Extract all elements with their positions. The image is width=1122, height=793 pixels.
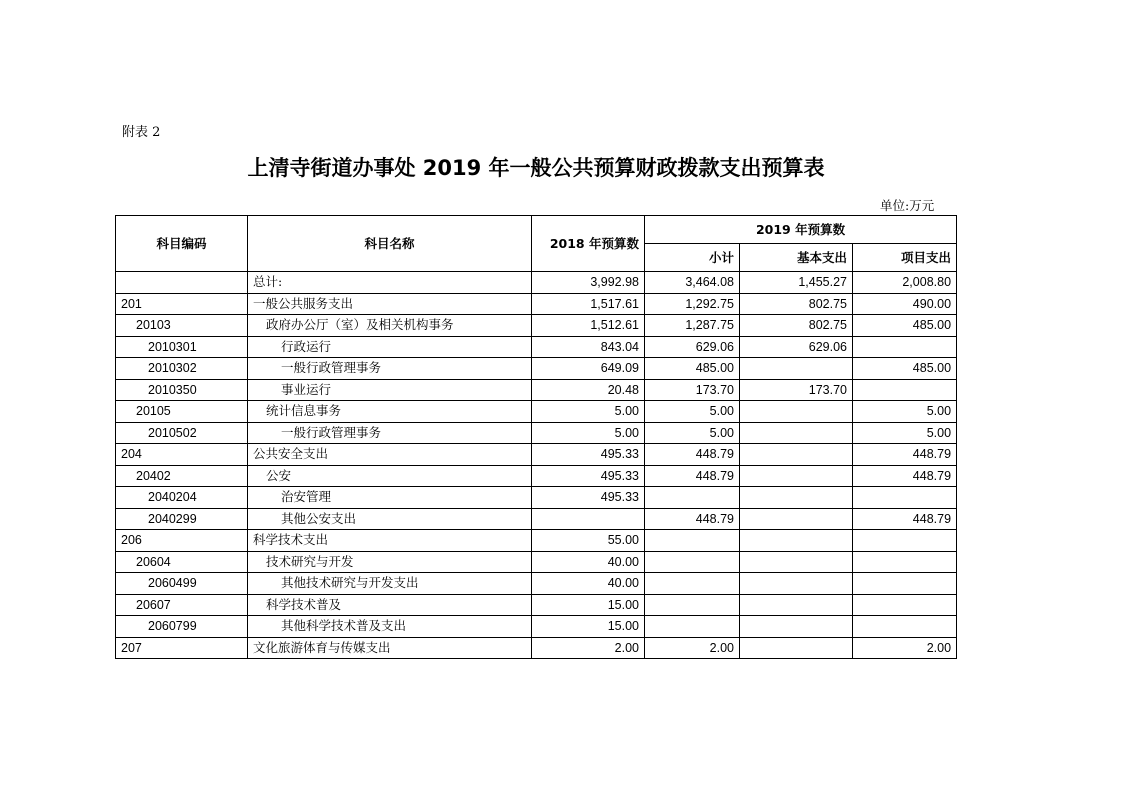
cell-project bbox=[853, 379, 957, 401]
cell-name: 其他科学技术普及支出 bbox=[248, 616, 532, 638]
table-row bbox=[116, 551, 957, 573]
cell-budget-2018: 495.33 bbox=[532, 465, 645, 487]
table-row bbox=[116, 487, 957, 509]
cell-basic bbox=[740, 637, 853, 659]
cell-subtotal: 5.00 bbox=[645, 401, 740, 423]
cell-name: 政府办公厅（室）及相关机构事务 bbox=[248, 315, 532, 337]
cell-name: 一般行政管理事务 bbox=[248, 358, 532, 380]
cell-budget-2018: 15.00 bbox=[532, 594, 645, 616]
cell-code: 2010350 bbox=[116, 379, 248, 401]
cell-budget-2018: 5.00 bbox=[532, 422, 645, 444]
cell-name: 总计: bbox=[248, 272, 532, 294]
cell-basic bbox=[740, 401, 853, 423]
cell-basic: 629.06 bbox=[740, 336, 853, 358]
cell-code: 2010301 bbox=[116, 336, 248, 358]
cell-code: 2010302 bbox=[116, 358, 248, 380]
cell-basic bbox=[740, 530, 853, 552]
cell-budget-2018: 20.48 bbox=[532, 379, 645, 401]
cell-code: 20604 bbox=[116, 551, 248, 573]
page-title: 上清寺街道办事处 2019 年一般公共预算财政拨款支出预算表 bbox=[247, 156, 825, 180]
cell-code: 201 bbox=[116, 293, 248, 315]
cell-project bbox=[853, 336, 957, 358]
cell-budget-2018: 40.00 bbox=[532, 551, 645, 573]
cell-budget-2018: 495.33 bbox=[532, 444, 645, 466]
cell-name: 技术研究与开发 bbox=[248, 551, 532, 573]
cell-basic: 802.75 bbox=[740, 293, 853, 315]
cell-name: 科学技术支出 bbox=[248, 530, 532, 552]
header-project: 项目支出 bbox=[853, 244, 957, 272]
cell-code: 20105 bbox=[116, 401, 248, 423]
cell-name: 统计信息事务 bbox=[248, 401, 532, 423]
cell-subtotal bbox=[645, 616, 740, 638]
cell-project bbox=[853, 594, 957, 616]
cell-code: 20402 bbox=[116, 465, 248, 487]
cell-budget-2018: 1,517.61 bbox=[532, 293, 645, 315]
cell-code bbox=[116, 272, 248, 294]
cell-name: 一般公共服务支出 bbox=[248, 293, 532, 315]
cell-basic bbox=[740, 465, 853, 487]
cell-code: 20103 bbox=[116, 315, 248, 337]
cell-basic bbox=[740, 358, 853, 380]
header-basic: 基本支出 bbox=[740, 244, 853, 272]
cell-subtotal: 5.00 bbox=[645, 422, 740, 444]
cell-code: 2040204 bbox=[116, 487, 248, 509]
cell-name: 科学技术普及 bbox=[248, 594, 532, 616]
cell-name: 治安管理 bbox=[248, 487, 532, 509]
table-row bbox=[116, 444, 957, 466]
cell-name: 文化旅游体育与传媒支出 bbox=[248, 637, 532, 659]
cell-subtotal bbox=[645, 487, 740, 509]
header-subtotal: 小计 bbox=[645, 244, 740, 272]
cell-budget-2018 bbox=[532, 508, 645, 530]
cell-basic bbox=[740, 422, 853, 444]
cell-code: 206 bbox=[116, 530, 248, 552]
cell-budget-2018: 3,992.98 bbox=[532, 272, 645, 294]
table-row bbox=[116, 315, 957, 337]
table-row bbox=[116, 358, 957, 380]
cell-name: 公共安全支出 bbox=[248, 444, 532, 466]
cell-name: 一般行政管理事务 bbox=[248, 422, 532, 444]
cell-project bbox=[853, 551, 957, 573]
cell-project: 5.00 bbox=[853, 401, 957, 423]
header-name: 科目名称 bbox=[248, 216, 532, 272]
cell-subtotal: 173.70 bbox=[645, 379, 740, 401]
cell-basic bbox=[740, 594, 853, 616]
cell-budget-2018: 843.04 bbox=[532, 336, 645, 358]
cell-basic: 173.70 bbox=[740, 379, 853, 401]
cell-budget-2018: 55.00 bbox=[532, 530, 645, 552]
table-row bbox=[116, 465, 957, 487]
cell-project: 490.00 bbox=[853, 293, 957, 315]
cell-budget-2018: 2.00 bbox=[532, 637, 645, 659]
table-row bbox=[116, 637, 957, 659]
cell-basic: 802.75 bbox=[740, 315, 853, 337]
cell-project: 2.00 bbox=[853, 637, 957, 659]
table-row bbox=[116, 573, 957, 595]
cell-code: 207 bbox=[116, 637, 248, 659]
cell-name: 行政运行 bbox=[248, 336, 532, 358]
table-row bbox=[116, 336, 957, 358]
cell-name: 其他技术研究与开发支出 bbox=[248, 573, 532, 595]
cell-subtotal: 3,464.08 bbox=[645, 272, 740, 294]
cell-name: 其他公安支出 bbox=[248, 508, 532, 530]
cell-project bbox=[853, 616, 957, 638]
table-row bbox=[116, 422, 957, 444]
cell-subtotal bbox=[645, 573, 740, 595]
cell-subtotal: 448.79 bbox=[645, 444, 740, 466]
cell-project bbox=[853, 530, 957, 552]
cell-basic: 1,455.27 bbox=[740, 272, 853, 294]
table-row bbox=[116, 401, 957, 423]
cell-project: 5.00 bbox=[853, 422, 957, 444]
cell-project: 448.79 bbox=[853, 444, 957, 466]
table-row bbox=[116, 272, 957, 294]
unit-label: 单位:万元 bbox=[880, 198, 935, 213]
cell-name: 公安 bbox=[248, 465, 532, 487]
cell-subtotal bbox=[645, 551, 740, 573]
cell-project: 448.79 bbox=[853, 508, 957, 530]
cell-subtotal: 485.00 bbox=[645, 358, 740, 380]
cell-basic bbox=[740, 573, 853, 595]
cell-code: 2040299 bbox=[116, 508, 248, 530]
cell-basic bbox=[740, 508, 853, 530]
cell-subtotal: 448.79 bbox=[645, 508, 740, 530]
table-row bbox=[116, 594, 957, 616]
header-budget-2019: 2019 年预算数 bbox=[645, 216, 957, 244]
table-body bbox=[116, 272, 957, 659]
cell-subtotal: 1,292.75 bbox=[645, 293, 740, 315]
cell-code: 2060499 bbox=[116, 573, 248, 595]
table-row bbox=[116, 616, 957, 638]
cell-code: 20607 bbox=[116, 594, 248, 616]
cell-basic bbox=[740, 616, 853, 638]
cell-budget-2018: 495.33 bbox=[532, 487, 645, 509]
cell-project: 485.00 bbox=[853, 358, 957, 380]
cell-subtotal: 2.00 bbox=[645, 637, 740, 659]
cell-basic bbox=[740, 444, 853, 466]
cell-code: 2060799 bbox=[116, 616, 248, 638]
header-code: 科目编码 bbox=[116, 216, 248, 272]
cell-subtotal: 448.79 bbox=[645, 465, 740, 487]
cell-project bbox=[853, 573, 957, 595]
cell-subtotal: 629.06 bbox=[645, 336, 740, 358]
attachment-label: 附表 2 bbox=[122, 125, 161, 140]
cell-subtotal: 1,287.75 bbox=[645, 315, 740, 337]
cell-budget-2018: 5.00 bbox=[532, 401, 645, 423]
cell-budget-2018: 649.09 bbox=[532, 358, 645, 380]
cell-budget-2018: 40.00 bbox=[532, 573, 645, 595]
table-header bbox=[116, 216, 957, 272]
cell-subtotal bbox=[645, 530, 740, 552]
cell-project: 2,008.80 bbox=[853, 272, 957, 294]
cell-project: 448.79 bbox=[853, 465, 957, 487]
header-budget-2018: 2018 年预算数 bbox=[532, 216, 645, 272]
cell-project: 485.00 bbox=[853, 315, 957, 337]
cell-code: 2010502 bbox=[116, 422, 248, 444]
table-row bbox=[116, 530, 957, 552]
cell-name: 事业运行 bbox=[248, 379, 532, 401]
table-row bbox=[116, 508, 957, 530]
table-row bbox=[116, 379, 957, 401]
cell-basic bbox=[740, 487, 853, 509]
table-row bbox=[116, 293, 957, 315]
budget-table bbox=[115, 215, 957, 659]
cell-basic bbox=[740, 551, 853, 573]
cell-budget-2018: 1,512.61 bbox=[532, 315, 645, 337]
cell-code: 204 bbox=[116, 444, 248, 466]
cell-budget-2018: 15.00 bbox=[532, 616, 645, 638]
cell-subtotal bbox=[645, 594, 740, 616]
cell-project bbox=[853, 487, 957, 509]
